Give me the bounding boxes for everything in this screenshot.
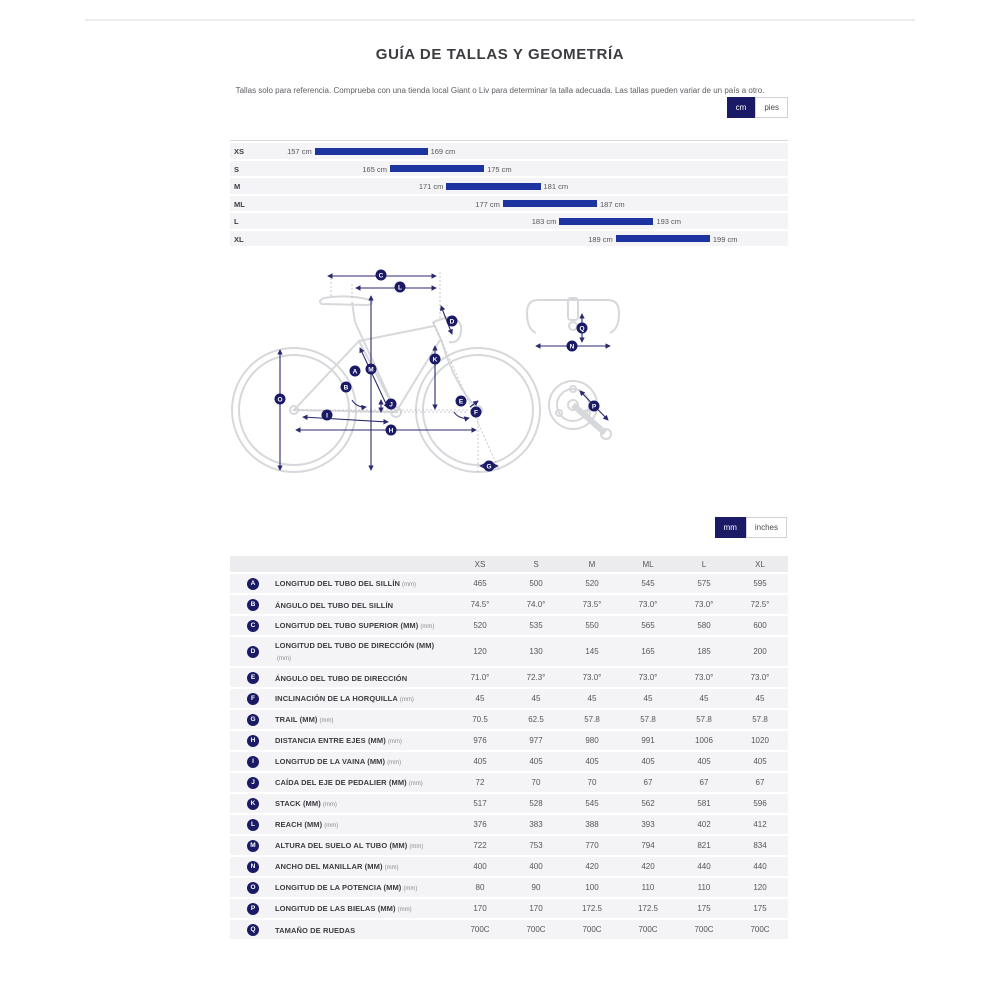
value-cell: 90 [531,883,541,892]
value-cell: 100 [585,883,599,892]
size-row [230,143,788,159]
value-cell: 600 [753,621,767,630]
size-chart [230,140,788,246]
diagram-badge-letter: B [343,384,349,392]
unit-note: (mm) [408,781,423,787]
value-cell: 977 [529,736,543,745]
letter-badge: B [247,599,259,611]
value-cell: 72.3° [526,673,546,682]
top-divider [85,19,915,21]
measurement-name: LONGITUD DEL TUBO DEL SILLÍN [275,579,401,588]
diagram-badge-letter: K [432,356,438,364]
value-cell: 376 [473,820,487,829]
value-cell: 80 [475,883,485,892]
row-label-cell [230,776,452,789]
min-height-label: 165 cm [362,164,387,174]
row-label-cell [230,902,452,915]
table-row [230,668,788,687]
value-cell: 57.8 [640,715,656,724]
value-cell: 74.0° [526,600,546,609]
value-cell: 67 [643,778,653,787]
value-cell: 405 [753,757,767,766]
value-cell: 70 [531,778,541,787]
value-cell: 794 [641,841,655,850]
page-title: GUÍA DE TALLAS Y GEOMETRÍA [375,46,625,63]
value-cell: 73.0° [694,600,714,609]
letter-badge: O [247,882,259,894]
value-cell: 73.0° [750,673,770,682]
bike-geometry-diagram [228,260,792,497]
value-cell: 500 [529,579,543,588]
value-cell: 70.5 [472,715,488,724]
letter-badge: C [247,620,259,632]
size-row [230,161,788,177]
measurement-name: LONGITUD DE LA VAINA (MM) [275,757,386,766]
row-label-cell [230,599,452,611]
measurement-name: ÁNGULO DEL TUBO DE DIRECCIÓN [275,673,408,683]
row-label [275,713,439,726]
value-cell: 465 [473,579,487,588]
value-cell: 976 [473,736,487,745]
unit-note: (mm) [399,697,414,703]
size-label: M [234,182,241,191]
unit-note: (mm) [387,760,402,766]
row-label [275,860,439,873]
value-cell: 405 [529,757,543,766]
row-label [275,881,439,894]
row-label [275,577,439,590]
row-label [275,692,439,705]
letter-badge: K [247,798,259,810]
diagram-badge-letter: A [352,368,358,376]
value-cell: 991 [641,736,655,745]
value-cell: 405 [697,757,711,766]
measurement-name: DISTANCIA ENTRE EJES (MM) [275,736,386,745]
unit-note: (mm) [387,739,402,745]
table-row [230,689,788,708]
value-cell: 400 [529,862,543,871]
height-range-bar [446,183,540,190]
value-cell: 405 [641,757,655,766]
height-range-bar [390,165,484,172]
geometry-table [230,556,788,941]
value-cell: 172.5 [581,904,603,913]
value-cell: 520 [473,621,487,630]
row-label [275,599,439,611]
value-cell: 45 [475,694,485,703]
table-row [230,773,788,792]
value-cell: 575 [697,579,711,588]
value-cell: 57.8 [584,715,600,724]
value-cell: 67 [699,778,709,787]
row-label-cell [230,713,452,726]
row-label [275,797,439,810]
letter-badge: J [247,777,259,789]
value-cell: 420 [585,862,599,871]
measurement-name: STACK (MM) [275,799,321,808]
unit-note: (mm) [319,718,334,724]
unit-note: (mm) [277,656,291,662]
letter-badge: L [247,819,259,831]
unit-inches-button[interactable]: inches [746,517,787,538]
value-cell: 73.0° [638,600,658,609]
unit-pies-button[interactable]: pies [755,97,788,118]
diagram-badge-letter: J [389,401,393,409]
column-header: XS [474,559,486,569]
diagram-badge-letter: O [277,396,283,404]
value-cell: 45 [699,694,709,703]
value-cell: 67 [755,778,765,787]
value-cell: 170 [473,904,487,913]
table-row [230,710,788,729]
row-label [275,776,439,789]
diagram-badge-letter: E [458,398,464,406]
value-cell: 73.0° [638,673,658,682]
value-cell: 405 [473,757,487,766]
value-cell: 595 [753,579,767,588]
value-cell: 74.5° [470,600,490,609]
row-label-cell [230,839,452,852]
unit-note: (mm) [402,582,417,588]
value-cell: 45 [587,694,597,703]
value-cell: 700C [582,925,602,934]
value-cell: 412 [753,820,767,829]
size-row [230,178,788,194]
value-cell: 175 [697,904,711,913]
table-row [230,637,788,666]
table-row [230,731,788,750]
unit-note: (mm) [409,844,424,850]
min-height-label: 189 cm [588,234,613,244]
row-label-cell [230,860,452,873]
table-row [230,878,788,897]
measurement-name: CAÍDA DEL EJE DE PEDALIER (MM) [275,778,407,787]
unit-note: (mm) [397,907,412,913]
row-label-cell [230,577,452,590]
letter-badge: H [247,735,259,747]
unit-note: (mm) [403,886,418,892]
value-cell: 71.0° [470,673,490,682]
diagram-badge-letter: P [591,403,597,411]
value-cell: 405 [585,757,599,766]
row-label-cell [230,619,452,632]
letter-badge: N [247,861,259,873]
table-row [230,794,788,813]
unit-mm-button[interactable]: mm [715,517,746,538]
letter-badge: M [247,840,259,852]
height-unit-toggle [727,97,788,118]
value-cell: 517 [473,799,487,808]
value-cell: 72.5° [750,600,770,609]
size-label: XL [234,234,244,244]
row-label [275,734,439,747]
value-cell: 700C [526,925,546,934]
value-cell: 172.5 [637,904,659,913]
measurement-name: INCLINACIÓN DE LA HORQUILLA [275,694,398,703]
height-range-bar [315,148,428,155]
size-label: S [234,164,240,174]
size-row [230,231,788,247]
size-label: L [234,217,239,226]
value-cell: 57.8 [752,715,768,724]
row-label [275,672,439,684]
value-cell: 562 [641,799,655,808]
row-label-cell [230,881,452,894]
value-cell: 73.0° [694,673,714,682]
value-cell: 120 [753,883,767,892]
value-cell: 700C [470,925,490,934]
value-cell: 535 [529,621,543,630]
value-cell: 110 [641,883,655,892]
value-cell: 120 [473,647,487,656]
letter-badge: F [247,693,259,705]
row-label-cell [230,818,452,831]
unit-note: (mm) [322,802,337,808]
value-cell: 596 [753,799,767,808]
unit-cm-button[interactable]: cm [727,97,756,118]
column-header: XL [755,559,765,569]
table-row [230,857,788,876]
value-cell: 1006 [695,736,713,745]
column-header: M [588,559,596,569]
value-cell: 185 [697,647,711,656]
size-label: ML [234,199,245,209]
value-cell: 73.5° [582,600,602,609]
max-height-label: 187 cm [599,199,625,209]
letter-badge: A [247,578,259,590]
value-cell: 388 [585,820,599,829]
column-header: L [701,559,707,569]
value-cell: 834 [753,841,767,850]
max-height-label: 193 cm [656,217,682,226]
height-range-bar [559,218,653,225]
measurement-name: TAMAÑO DE RUEDAS [275,925,356,935]
max-height-label: 199 cm [712,234,738,244]
row-label [275,924,439,936]
row-label [275,839,439,852]
letter-badge: P [247,903,259,915]
value-cell: 545 [641,579,655,588]
value-cell: 45 [755,694,765,703]
table-row [230,574,788,593]
size-row [230,213,788,229]
table-row [230,920,788,939]
row-label-cell [230,797,452,810]
diagram-badge-letter: C [378,272,384,280]
value-cell: 700C [750,925,770,934]
measurement-name: ÁNGULO DEL TUBO DEL SILLÍN [275,600,394,610]
page-subtitle: Tallas solo para referencia. Comprueba con una tienda local Giant o Liv para determinar la talla adecuada. Las tallas pueden variar de un país a otro. [235,86,765,95]
value-cell: 383 [529,820,543,829]
size-row [230,196,788,212]
min-height-label: 183 cm [531,217,557,226]
value-cell: 545 [585,799,599,808]
diagram-badge-letter: H [388,427,394,435]
value-cell: 700C [694,925,714,934]
value-cell: 550 [585,621,599,630]
height-range-bar [616,235,710,242]
min-height-label: 171 cm [418,182,444,191]
value-cell: 400 [473,862,487,871]
row-label [275,902,439,915]
reference-lines [294,272,500,472]
height-range-bar [503,200,597,207]
measurement-name: LONGITUD DEL TUBO SUPERIOR (MM) [275,621,419,630]
value-cell: 73.0° [582,673,602,682]
value-cell: 580 [697,621,711,630]
measurement-name: ALTURA DEL SUELO AL TUBO (MM) [275,841,408,850]
value-cell: 722 [473,841,487,850]
table-row [230,616,788,635]
letter-badge: G [247,714,259,726]
value-cell: 145 [585,647,599,656]
unit-note: (mm) [324,823,339,829]
measurement-name: TRAIL (MM) [275,715,318,724]
value-cell: 45 [531,694,541,703]
table-row [230,815,788,834]
diagram-badge-letter: G [486,463,492,471]
diagram-badge-letter: Q [579,325,585,333]
value-cell: 753 [529,841,543,850]
unit-note: (mm) [420,624,435,630]
row-label [275,755,439,768]
column-header: ML [642,559,654,569]
unit-note: (mm) [384,865,399,871]
value-cell: 528 [529,799,543,808]
value-cell: 440 [697,862,711,871]
row-label-cell [230,734,452,747]
value-cell: 565 [641,621,655,630]
size-label: XS [234,147,245,156]
table-header-row [230,556,788,572]
value-cell: 45 [643,694,653,703]
value-cell: 700C [638,925,658,934]
diagram-badge-letter: I [326,412,328,420]
measurement-name: LONGITUD DE LA POTENCIA (MM) [275,883,402,892]
row-label-cell [230,639,452,664]
row-label-cell [230,672,452,684]
value-cell: 770 [585,841,599,850]
value-cell: 440 [753,862,767,871]
value-cell: 420 [641,862,655,871]
value-cell: 402 [697,820,711,829]
max-height-label: 175 cm [487,164,512,174]
column-header: S [533,559,539,569]
value-cell: 581 [697,799,711,808]
value-cell: 1020 [751,736,769,745]
max-height-label: 169 cm [430,147,456,156]
measurement-name: ANCHO DEL MANILLAR (MM) [275,862,383,871]
value-cell: 200 [753,647,767,656]
value-cell: 62.5 [528,715,544,724]
max-height-label: 181 cm [543,182,569,191]
row-label [275,639,439,664]
measurement-name: REACH (MM) [275,820,323,829]
row-label-cell [230,924,452,936]
value-cell: 57.8 [696,715,712,724]
diagram-badge-letter: N [569,343,575,351]
row-label-cell [230,755,452,768]
letter-badge: D [247,646,259,658]
diagram-badge-letter: M [368,366,374,374]
row-label-cell [230,692,452,705]
value-cell: 520 [585,579,599,588]
diagram-badge-letter: F [474,409,478,417]
letter-badge: I [247,756,259,768]
letter-badge: E [247,672,259,684]
measurement-name: LONGITUD DEL TUBO DE DIRECCIÓN (MM) [275,641,435,650]
diagram-badge-letter: D [449,318,455,326]
value-cell: 170 [529,904,543,913]
value-cell: 110 [697,883,711,892]
value-cell: 130 [529,647,543,656]
row-label [275,619,439,632]
geometry-unit-toggle [715,517,787,538]
table-row [230,836,788,855]
value-cell: 980 [585,736,599,745]
table-row [230,899,788,918]
row-label [275,818,439,831]
bike-drawing [232,296,619,472]
value-cell: 165 [641,647,655,656]
table-row [230,752,788,771]
diagram-badge-letter: L [398,284,402,292]
value-cell: 175 [753,904,767,913]
value-cell: 393 [641,820,655,829]
letter-badge: Q [247,924,259,936]
value-cell: 70 [587,778,597,787]
value-cell: 72 [475,778,485,787]
min-height-label: 157 cm [287,147,312,156]
min-height-label: 177 cm [475,199,500,209]
measurement-name: LONGITUD DE LAS BIELAS (MM) [275,904,396,913]
value-cell: 821 [697,841,711,850]
table-row [230,595,788,614]
